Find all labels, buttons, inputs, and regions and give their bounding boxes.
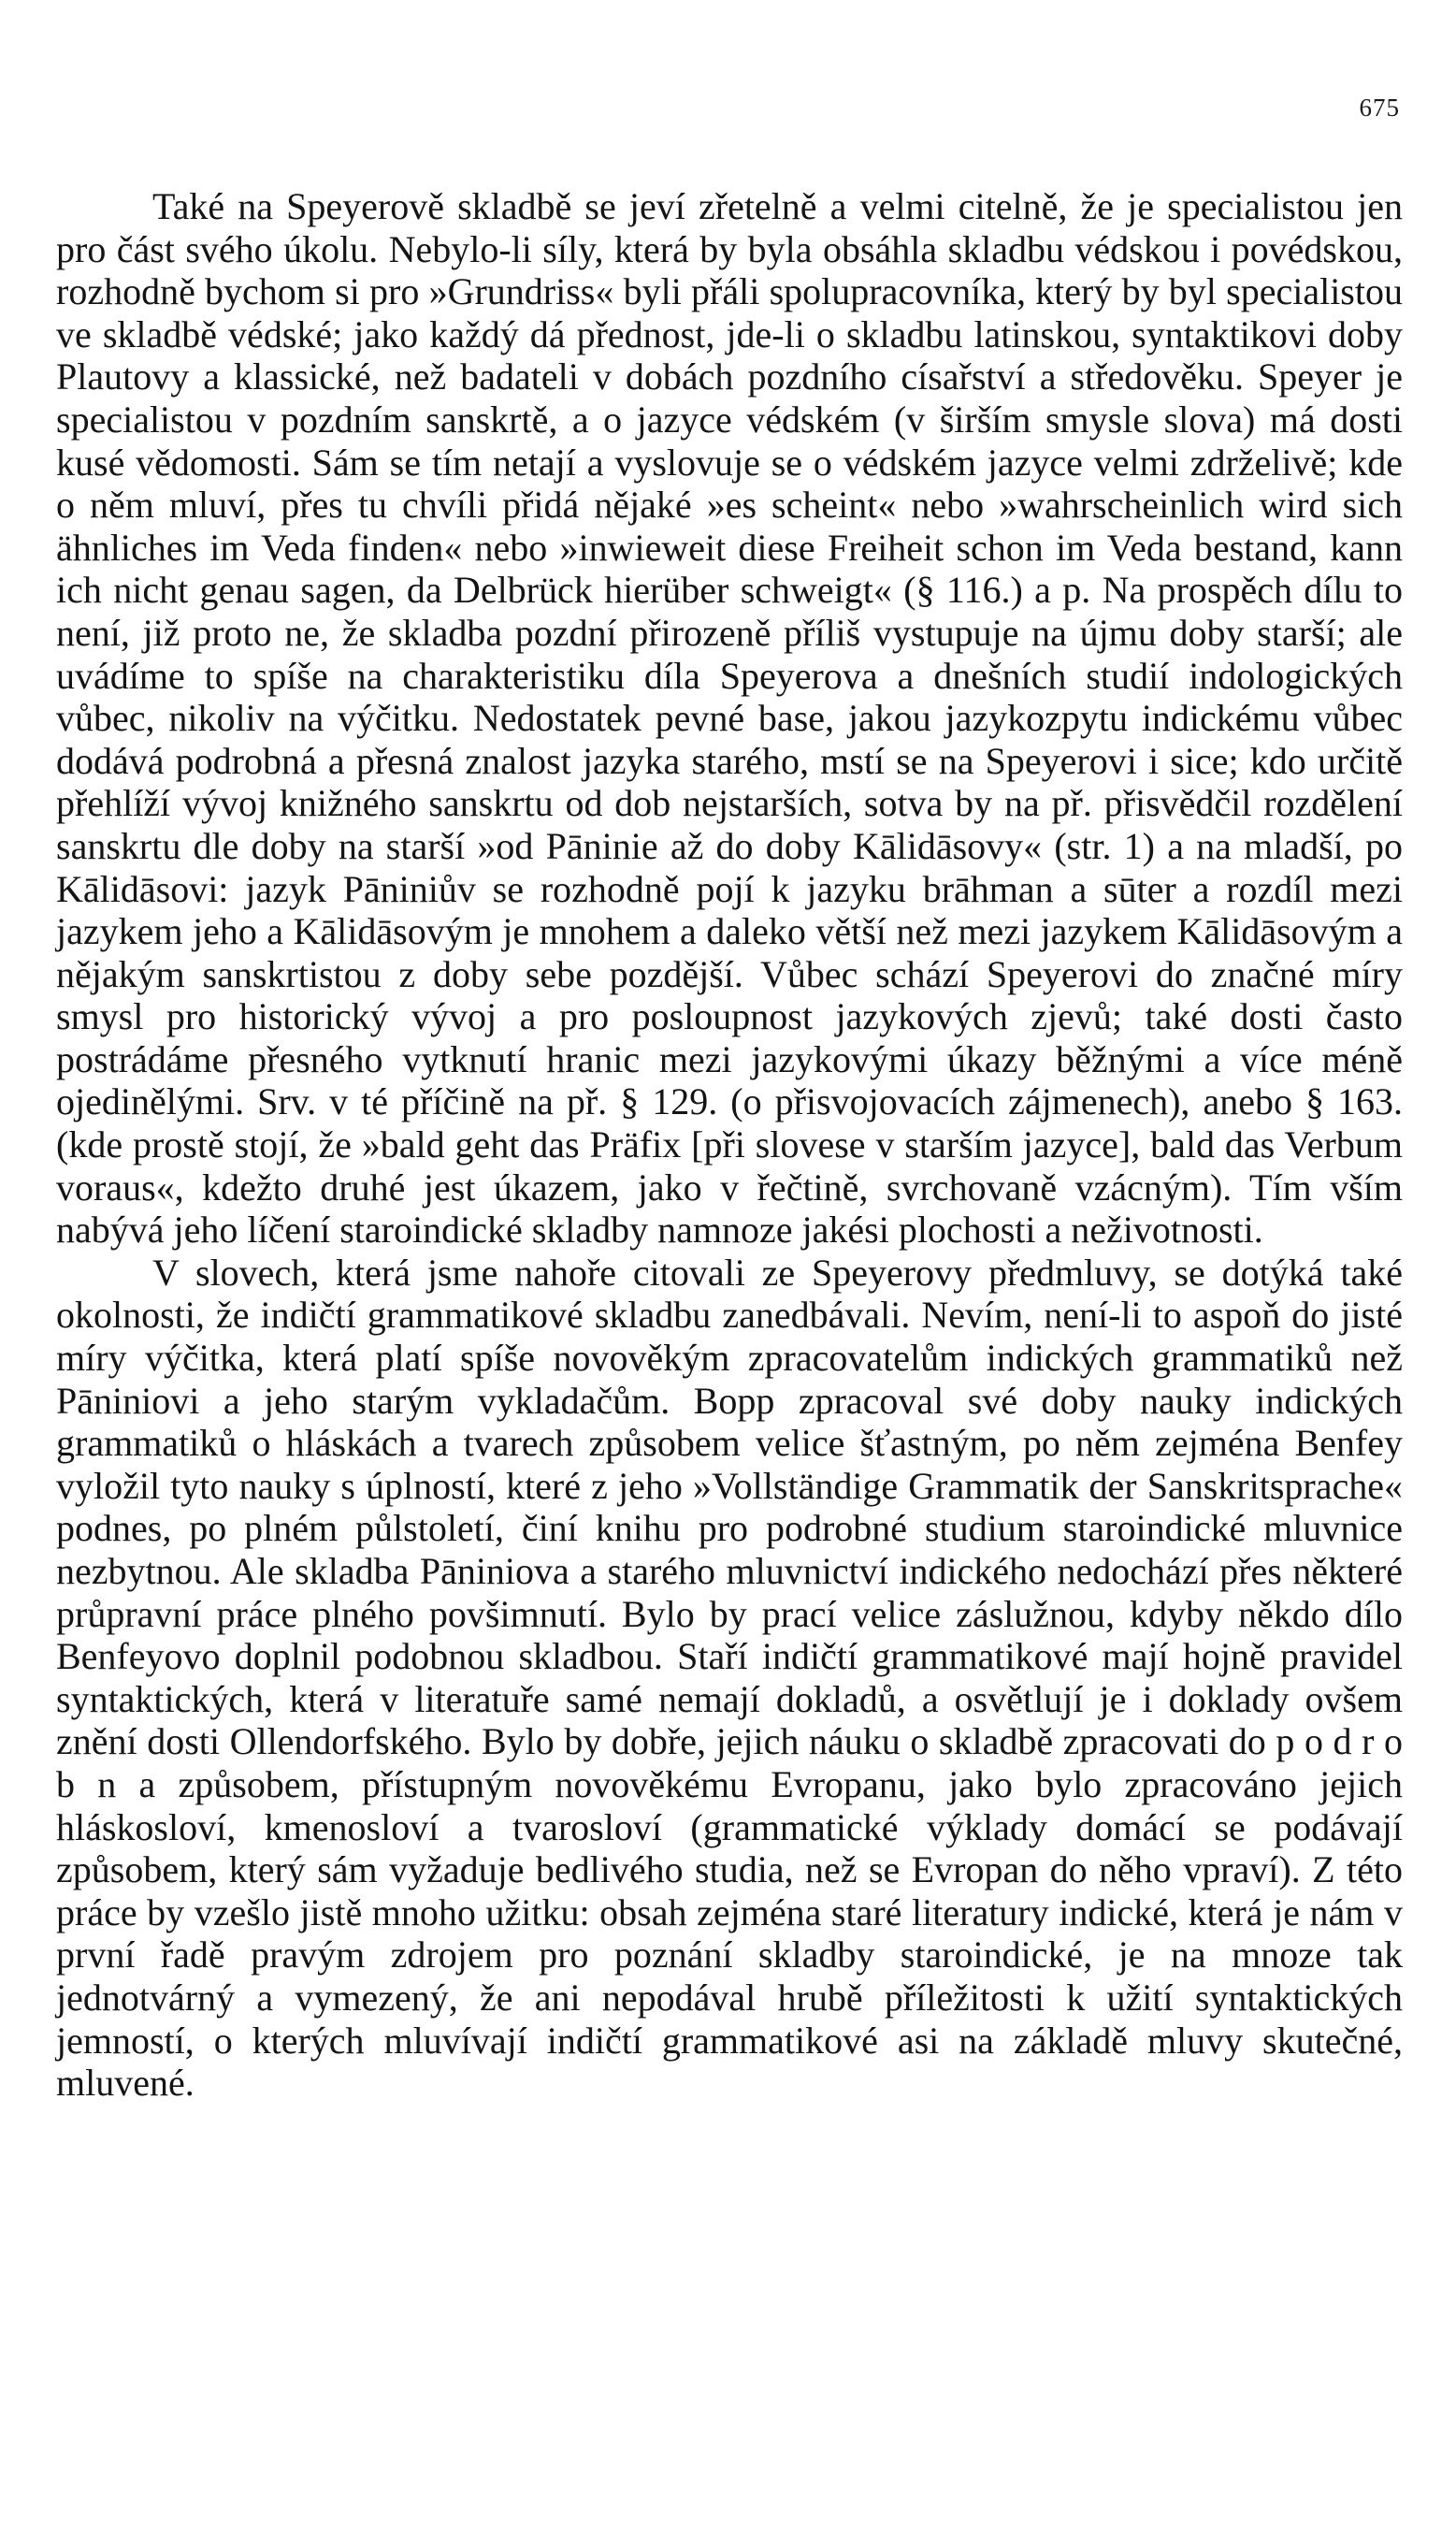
paragraph: V slovech, která jsme nahoře citovali ze Speyerovy předmluvy, se dotýká také okolnosti, že indičtí grammatikové skladbu zanedbávali. Nevím, není-li to aspoň do jisté míry výčitka, která platí spíše novověkým zpracovatelům indických grammatiků než Pāniniovi a jeho starým vykladačům. Bopp zpracoval své doby nauky indických grammatiků o hláskách a tvarech způsobem velice šťastným, po něm zejména Benfey vyložil tyto nauky s úplností, které z jeho »Vollständige Grammatik der Sanskritsprache« podnes, po plném půlstoletí, činí knihu pro podrobné studium staroindické mluvnice nezbytnou. Ale skladba Pāniniova a starého mluvnictví indického nedochází přes některé průpravní práce plného povšimnutí. Bylo by prací velice záslužnou, kdyby někdo dílo Benfeyovo doplnil podobnou skladbou. Staří indičtí grammatikové mají hojně pravidel syntaktických, která v literatuře samé nemají dokladů, a osvětlují je i doklady ovšem znění dosti Ollendorfského. Bylo by dobře, jejich náuku o skladbě zpracovati do p o d r o b n a způsobem, přístupným novověkému Evropanu, jako bylo zpracováno jejich hláskosloví, kmenosloví a tvarosloví (grammatické výklady domácí se podávají způsobem, který sám vyžaduje bedlivého studia, než se Evropan do něho vpraví). Z této práce by vzešlo jistě mnoho užitku: obsah zejména staré literatury indické, která je nám v první řadě pravým zdrojem pro poznání skladby staroindické, je na mnoze tak jednotvárný a vymezený, že ani nepodával hrubě příležitosti k užití syntaktických jemností, o kterých mluvívají indičtí grammatikové asi na základě mluvy skutečné, mluvené. — [56, 1251, 1403, 2105]
paragraph: Také na Speyerově skladbě se jeví zřetelně a velmi citelně, že je specialistou jen pro část svého úkolu. Nebylo-li síly, která by byla obsáhla skladbu védskou i povédskou, rozhodně bychom si pro »Grundriss« byli přáli spolupracovníka, který by byl specialistou ve skladbě védské; jako každý dá přednost, jde-li o skladbu latinskou, syntaktikovi doby Plautovy a klassické, než badateli v dobách pozdního císařství a středověku. Speyer je specialistou v pozdním sanskrtě, a o jazyce védském (v širším smysle slova) má dosti kusé vědomosti. Sám se tím netají a vyslovuje se o védském jazyce velmi zdrželivě; kde o něm mluví, přes tu chvíli přidá nějaké »es scheint« nebo »wahrscheinlich wird sich ähnliches im Veda finden« nebo »inwieweit diese Freiheit schon im Veda bestand, kann ich nicht genau sagen, da Delbrück hierüber schweigt« (§ 116.) a p. Na prospěch dílu to není, již proto ne, že skladba pozdní přirozeně příliš vystupuje na újmu doby starší; ale uvádíme to spíše na charakteristiku díla Speyerova a dnešních studií indologických vůbec, nikoliv na výčitku. Nedostatek pevné base, jakou jazykozpytu indickému vůbec dodává podrobná a přesná znalost jazyka starého, mstí se na Speyerovi i sice; kdo určitě přehlíží vývoj knižného sanskrtu od dob nejstarších, sotva by na př. přisvědčil rozdělení sanskrtu dle doby na starší »od Pāninie až do doby Kālidāsovy« (str. 1) a na mladší, po Kālidāsovi: jazyk Pāniniův se rozhodně pojí k jazyku brāhman a sūter a rozdíl mezi jazykem jeho a Kālidāsovým je mnohem a daleko větší než mezi jazykem Kālidāsovým a nějakým sanskrtistou z doby sebe pozdější. Vůbec schází Speyerovi do značné míry smysl pro historický vývoj a pro posloupnost jazykových zjevů; také dosti často postrádáme přesného vytknutí hranic mezi jazykovými úkazy běžnými a více méně ojedinělými. Srv. v té příčině na př. § 129. (o přisvojovacích zájmenech), anebo § 163. (kde prostě stojí, že »bald geht das Präfix [při slovese v starším jazyce], bald das Verbum voraus«, kdežto druhé jest úkazem, jako v řečtině, svrchovaně vzácným). Tím vším nabývá jeho líčení staroindické skladby namnoze jakési plochosti a neživotnosti. — [56, 185, 1403, 1252]
page-number: 675 — [1359, 94, 1400, 122]
body-text — [56, 185, 1403, 2105]
